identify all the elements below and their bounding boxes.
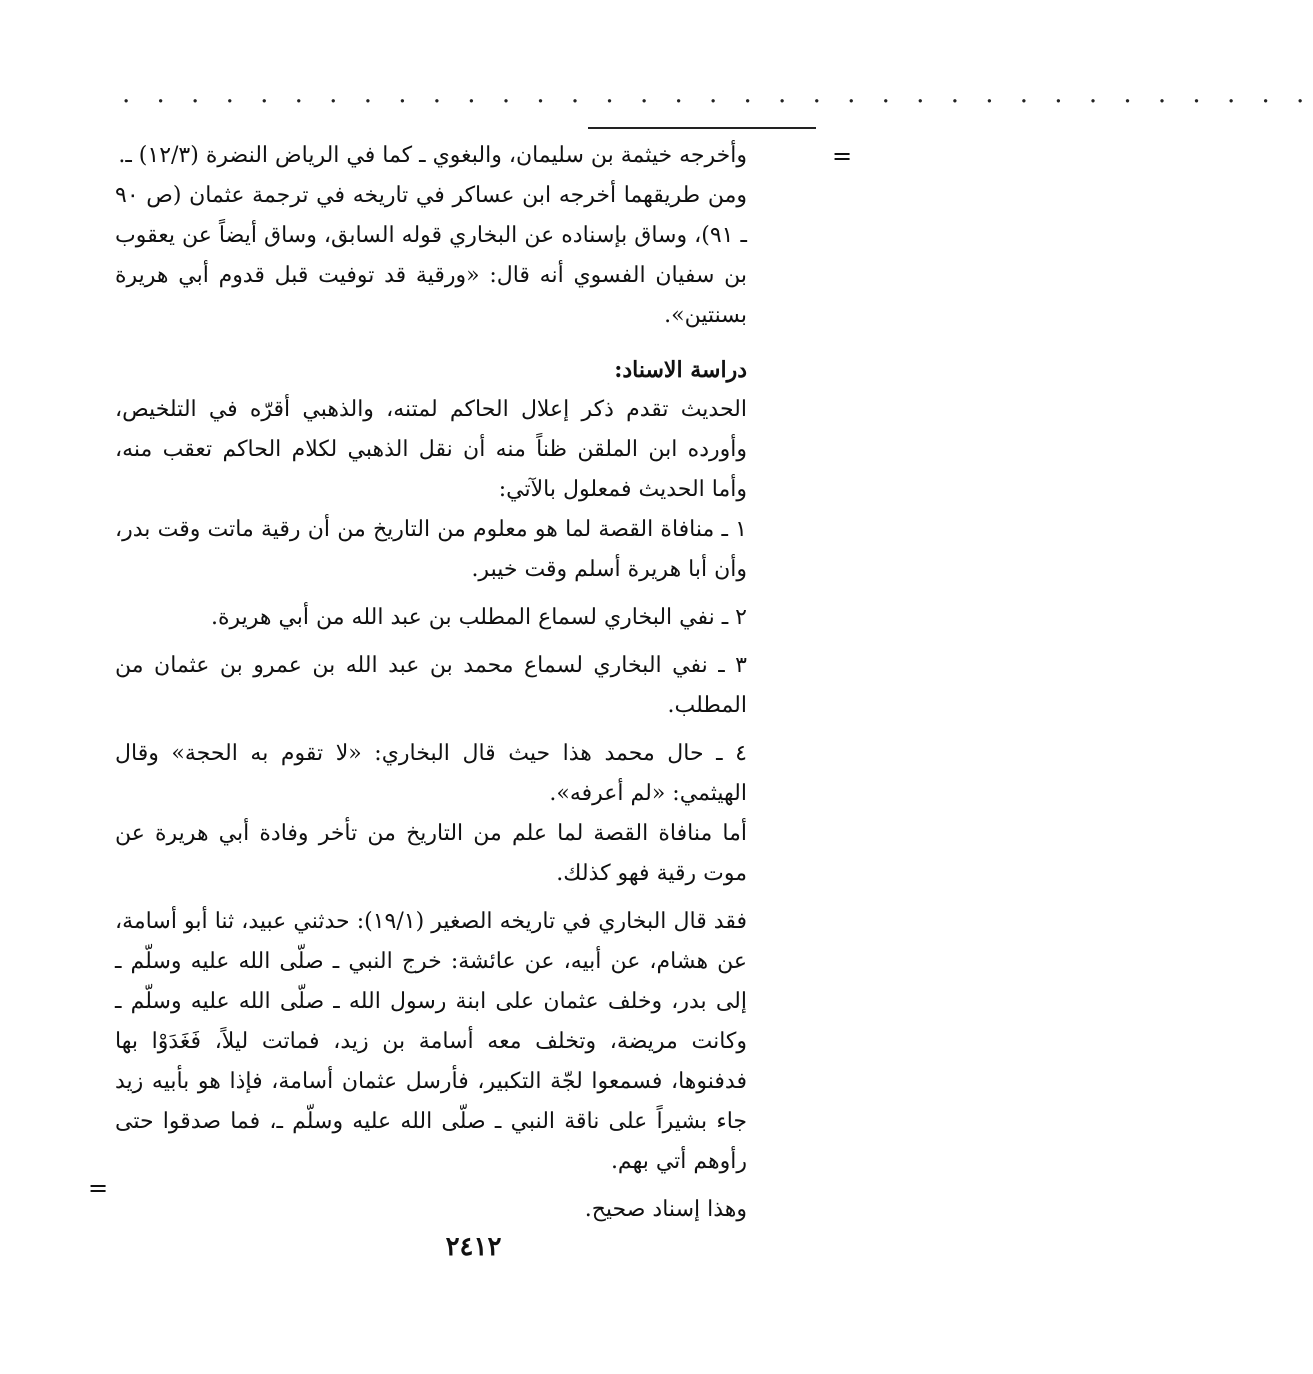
section-heading: دراسة الاسناد:: [614, 357, 747, 383]
list-item-3: ٣ ـ نفي البخاري لسماع محمد بن عبد الله بن عمرو بن عثمان من المطلب.: [115, 653, 747, 718]
paragraph-conclusion: وهذا إسناد صحيح.: [584, 1197, 747, 1222]
list-item-4: ٤ ـ حال محمد هذا حيث قال البخاري: «لا تقوم به الحجة» وقال الهيثمي: «لم أعرفه».: [115, 741, 747, 806]
paragraph-takhrij-2: ومن طريقهما أخرجه ابن عساكر في تاريخه في ترجمة عثمان (ص ٩٠ ـ ٩١)، وساق بإسناده عن البخاري قوله السابق، وساق أيضاً عن يعقوب بن سفيان الفسوي أنه قال: «ورقية قد توفيت قبل قدوم أبي هريرة بسنتين».: [115, 183, 747, 328]
paragraph-intro: الحديث تقدم ذكر إعلال الحاكم لمتنه، والذهبي أقرّه في التلخيص، وأورده ابن الملقن ظناً منه أن نقل الذهبي لكلام الحاكم تعقب منه، وأما الحديث فمعلول بالآتي:: [115, 397, 747, 502]
footnote-separator-rule: [588, 127, 816, 129]
paragraph-discussion: أما منافاة القصة لما علم من التاريخ من تأخر وفادة أبي هريرة عن موت رقية فهو كذلك.: [115, 821, 747, 886]
paragraph-takhrij-1: وأخرجه خيثمة بن سليمان، والبغوي ـ كما في الرياض النضرة (١٢/٣) ـ.: [118, 143, 747, 168]
top-dotted-rule: . . . . . . . . . . . . . . . . . . . . . . . . . . . . . . . . . . .: [122, 79, 1313, 109]
continuation-mark-top: =: [832, 142, 853, 170]
list-item-2: ٢ ـ نفي البخاري لسماع المطلب بن عبد الله من أبي هريرة.: [210, 605, 747, 630]
continuation-mark-bottom: =: [88, 1174, 109, 1202]
page-body: [115, 136, 747, 1230]
page-number: ٢٤١٢: [445, 1232, 502, 1262]
list-item-1: ١ ـ منافاة القصة لما هو معلوم من التاريخ من أن رقية ماتت وقت بدر، وأن أبا هريرة أسلم وقت خيبر.: [115, 517, 747, 582]
paragraph-hadith: فقد قال البخاري في تاريخه الصغير (١٩/١): حدثني عبيد، ثنا أبو أسامة، عن هشام، عن أبيه، عن عائشة: خرج النبي ـ صلّى الله عليه وسلّم ـ إلى بدر، وخلف عثمان على ابنة رسول الله ـ صلّى الله عليه وسلّم ـ وكانت مريضة، وتخلف معه أسامة بن زيد، فماتت ليلاً، فَغَدَوْا بها فدفنوها، فسمعوا لجّة التكبير، فأرسل عثمان أسامة، فإذا هو بأبيه زيد جاء بشيراً على ناقة النبي ـ صلّى الله عليه وسلّم ـ، فما صدقوا حتى رأوهم أتي بهم.: [115, 909, 747, 1174]
